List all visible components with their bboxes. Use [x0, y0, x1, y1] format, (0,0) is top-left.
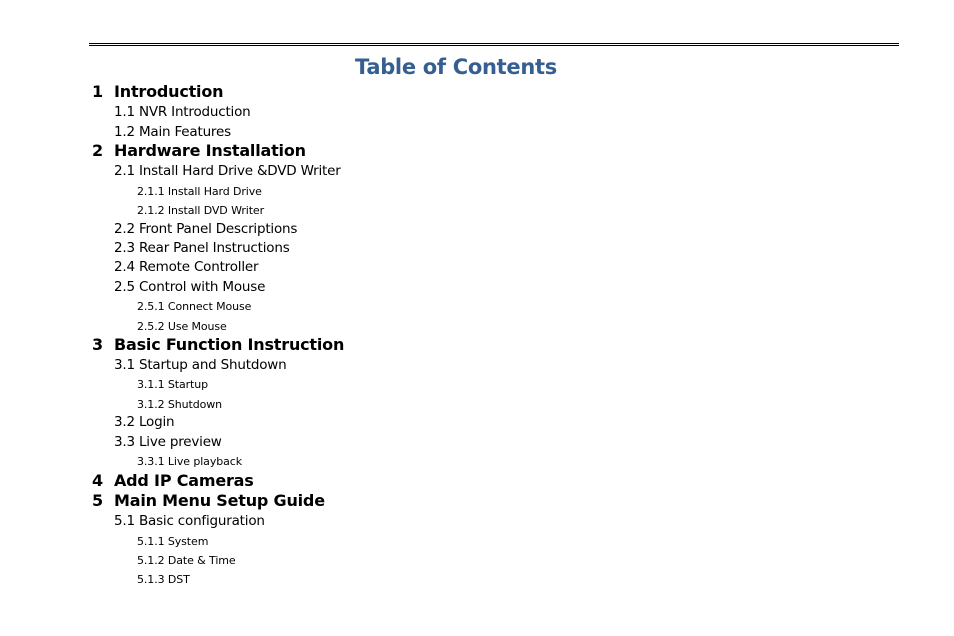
toc-entry-number: 1 [92, 82, 103, 101]
toc-entry-2-4[interactable]: 2.4 Remote Controller [114, 259, 259, 275]
toc-entry-5[interactable] [92, 493, 325, 509]
toc-entry-3-2[interactable]: 3.2 Login [114, 414, 175, 430]
toc-entry-3-3[interactable]: 3.3 Live preview [114, 434, 222, 450]
toc-entry-3-1-2[interactable]: 3.1.2 Shutdown [137, 398, 223, 411]
toc-entry-2-1-1[interactable]: 2.1.1 Install Hard Drive [137, 185, 262, 198]
toc-entry-4[interactable] [92, 473, 254, 489]
toc-entry-2-5-1[interactable]: 2.5.1 Connect Mouse [137, 300, 252, 313]
toc-entry-1[interactable] [92, 84, 223, 100]
toc-entry-2[interactable] [92, 143, 306, 159]
toc-entry-label: Add IP Cameras [114, 471, 254, 490]
toc-entry-2-2[interactable]: 2.2 Front Panel Descriptions [114, 221, 298, 237]
toc-entry-5-1-2[interactable]: 5.1.2 Date & Time [137, 554, 236, 567]
header-rule [89, 43, 899, 46]
toc-entry-label: Basic Function Instruction [114, 335, 345, 354]
toc-entry-number: 3 [92, 335, 103, 354]
toc-entry-5-1-1[interactable]: 5.1.1 System [137, 535, 209, 548]
toc-entry-3-1[interactable]: 3.1 Startup and Shutdown [114, 357, 287, 373]
toc-entry-3[interactable] [92, 337, 344, 353]
toc-entry-number: 5 [92, 491, 103, 510]
toc-entry-2-5-2[interactable]: 2.5.2 Use Mouse [137, 320, 227, 333]
toc-entry-number: 2 [92, 141, 103, 160]
toc-entry-5-1[interactable]: 5.1 Basic configuration [114, 513, 265, 529]
toc-entry-1-2[interactable]: 1.2 Main Features [114, 124, 231, 140]
toc-entry-label: Introduction [114, 82, 224, 101]
toc-entry-label: Hardware Installation [114, 141, 306, 160]
toc-entry-2-1-2[interactable]: 2.1.2 Install DVD Writer [137, 204, 265, 217]
toc-entry-3-1-1[interactable]: 3.1.1 Startup [137, 378, 209, 391]
toc-entry-label: Main Menu Setup Guide [114, 491, 325, 510]
toc-entry-5-1-3[interactable]: 5.1.3 DST [137, 573, 190, 586]
toc-entry-2-1[interactable]: 2.1 Install Hard Drive &DVD Writer [114, 163, 341, 179]
toc-entry-number: 4 [92, 471, 103, 490]
toc-entry-2-3[interactable]: 2.3 Rear Panel Instructions [114, 240, 290, 256]
toc-title: Table of Contents [355, 55, 557, 79]
toc-entry-2-5[interactable]: 2.5 Control with Mouse [114, 279, 266, 295]
toc-entry-3-3-1[interactable]: 3.3.1 Live playback [137, 455, 242, 468]
toc-entry-1-1[interactable]: 1.1 NVR Introduction [114, 104, 251, 120]
